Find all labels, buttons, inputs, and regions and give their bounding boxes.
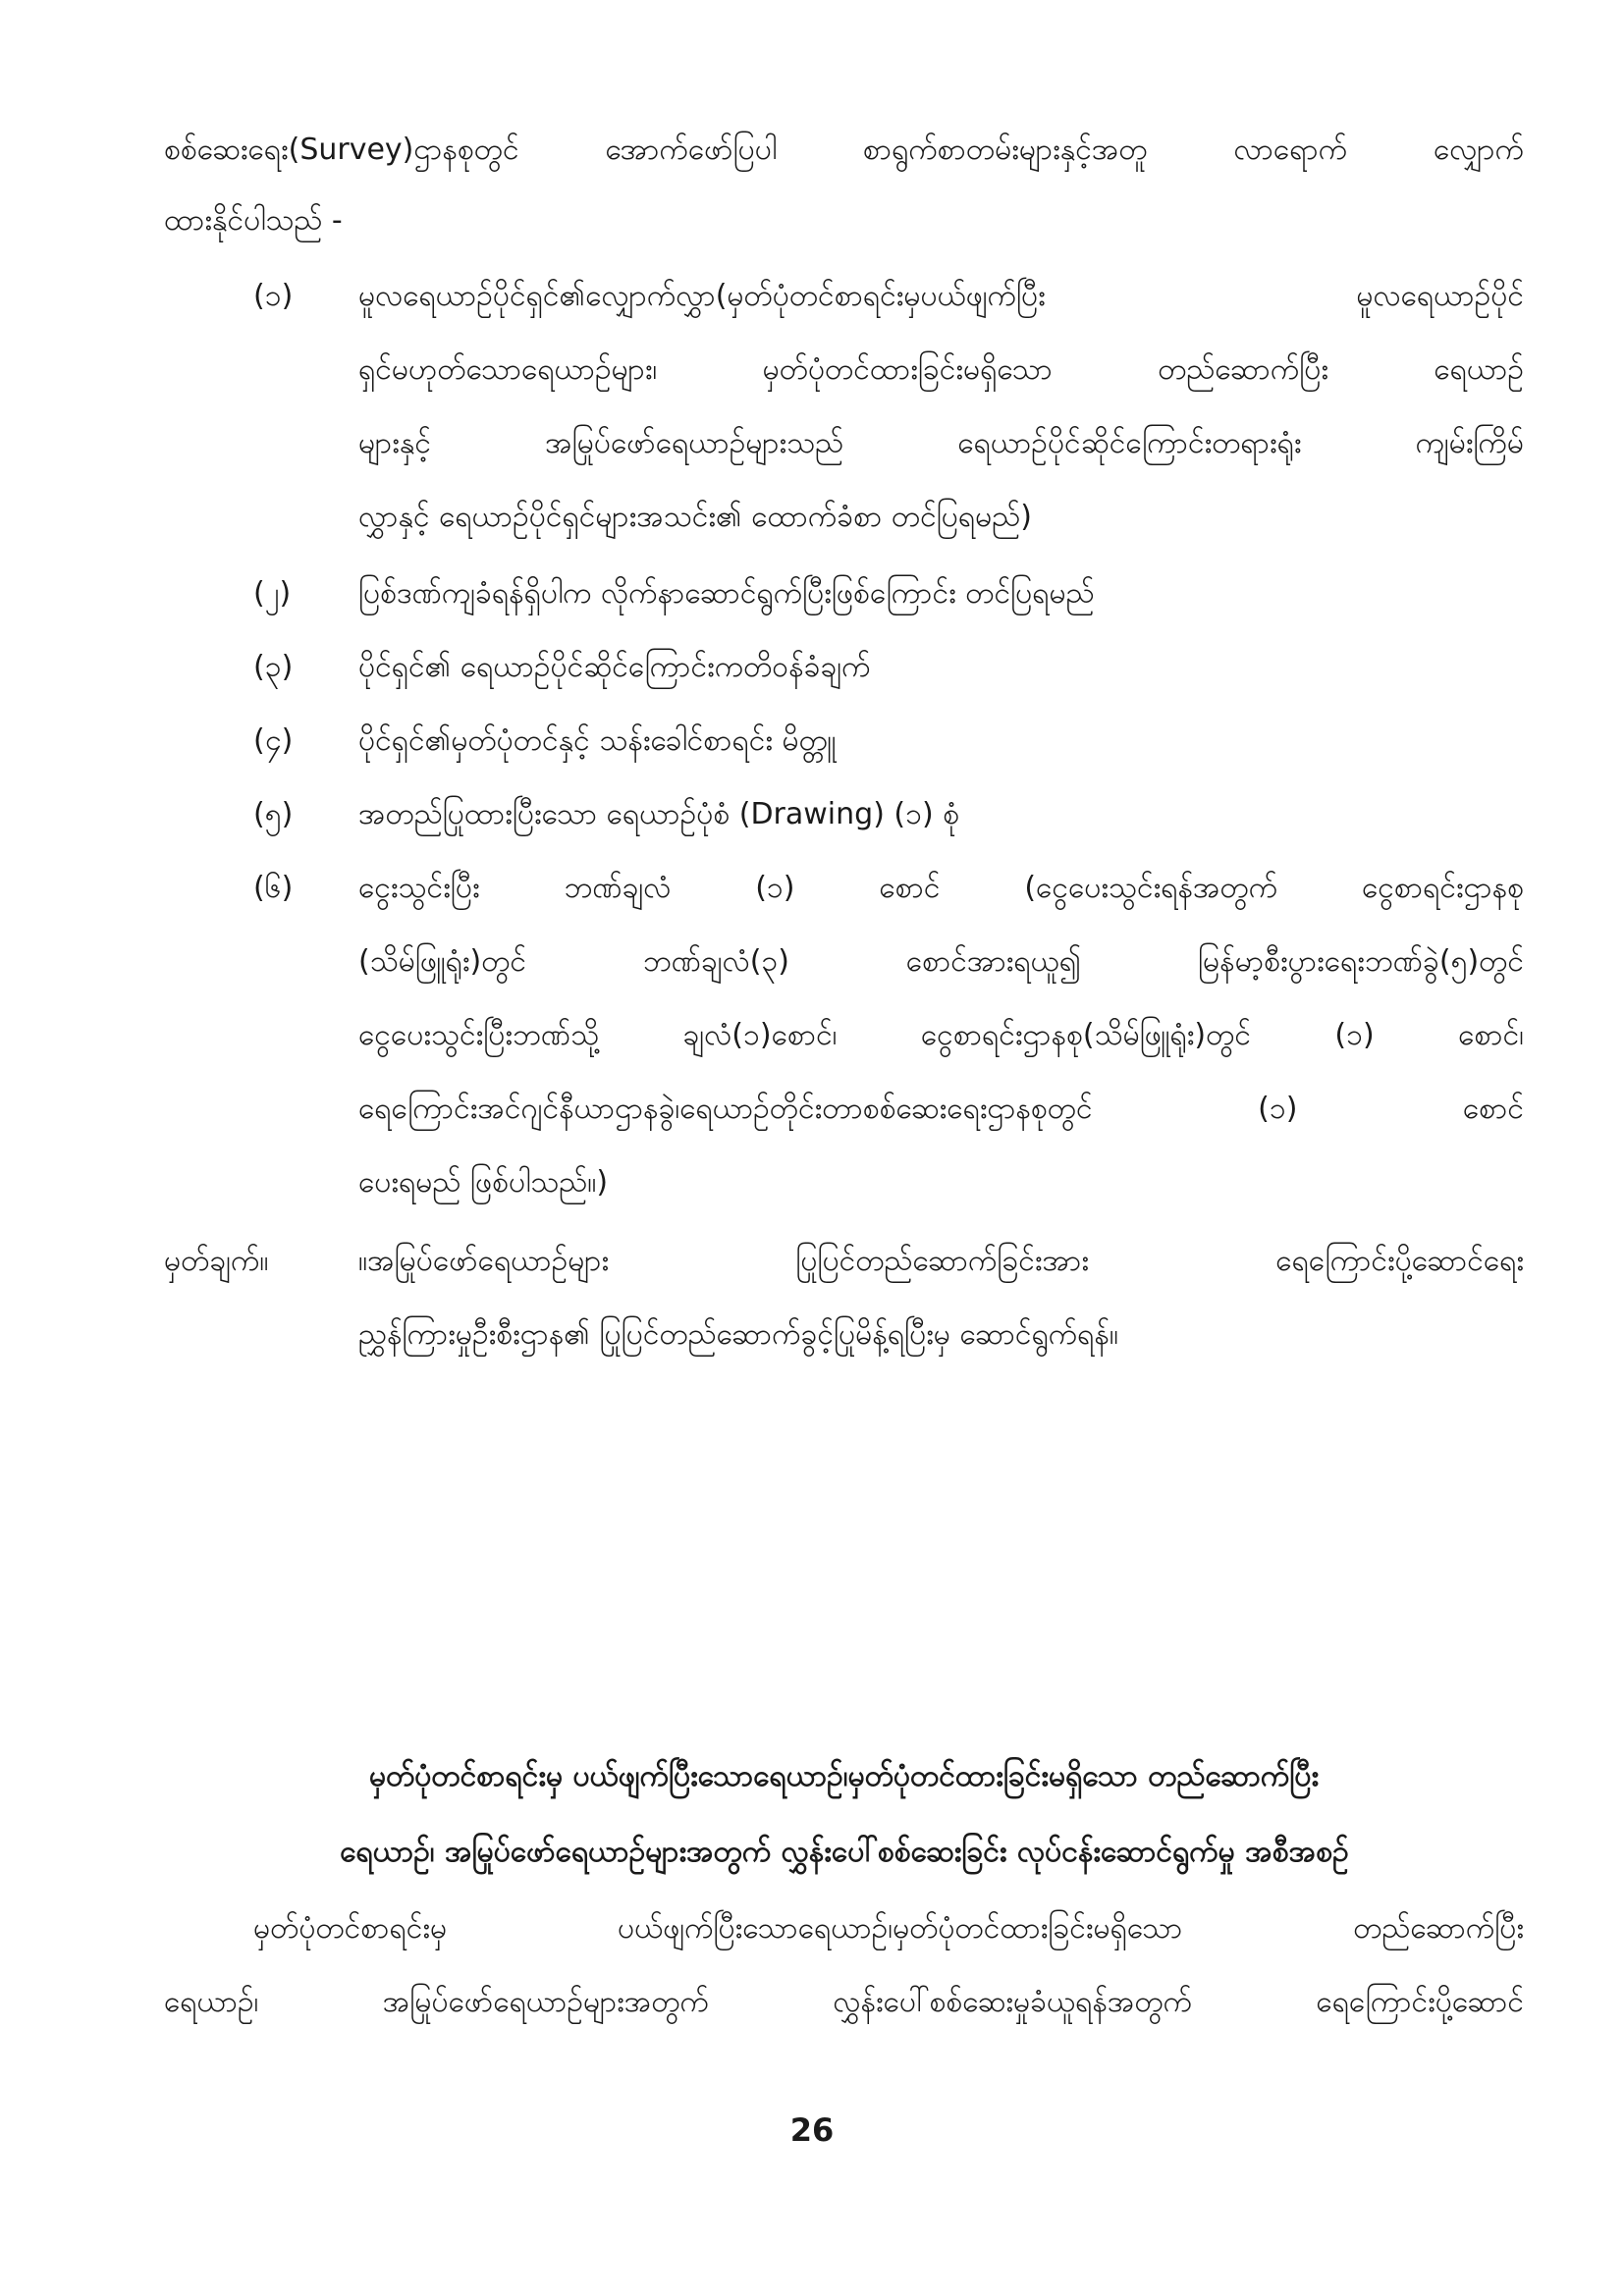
item-number-6: (၆) <box>253 871 294 905</box>
item-number-4: (၄) <box>253 723 294 758</box>
section-heading-line-1: မှတ်ပုံတင်စာရင်းမှ ပယ်ဖျက်ပြီးသောရေယာဉ်၊မှတ်ပုံတင်ထားခြင်းမရှိသော တည်ဆောက်ပြီး <box>368 1759 1320 1793</box>
item-1-line-1: မူလရေယာဉ်ပိုင်ရှင်၏လျှောက်လွှာ(မှတ်ပုံတင်စာရင်းမှပယ်ဖျက်ပြီး မူလရေယာဉ်ပိုင် <box>358 279 1524 313</box>
item-1-line-3: များနှင့် အမြုပ်ဖော်ရေယာဉ်များသည် ရေယာဉ်ပိုင်ဆိုင်ကြောင်းတရားရုံး ကျမ်းကြိမ် <box>358 426 1524 460</box>
note-label: မှတ်ချက်။ <box>164 1244 269 1278</box>
intro-line-2: ထားနိုင်ပါသည် - <box>164 203 343 238</box>
item-6-line-1: ငွေးသွင်းပြီး ဘဏ်ချလံ (၁) စောင် (ငွေပေးသွင်းရန်အတွက် ငွေစာရင်းဌာနစု <box>358 871 1524 905</box>
item-number-2: (၂) <box>253 576 292 611</box>
item-6-line-4: ရေကြောင်းအင်ဂျင်နီယာဌာနခွဲ၊ရေယာဉ်တိုင်းတာစစ်ဆေးရေးဌာနစုတွင် (၁) စောင် <box>358 1092 1524 1126</box>
item-number-3: (၃) <box>253 650 294 684</box>
item-number-1: (၁) <box>253 279 294 313</box>
item-6-line-2: (သိမ်ဖြူရုံး)တွင် ဘဏ်ချလံ(၃) စောင်အားရယူ၍ မြန်မာ့စီးပွားရေးဘဏ်ခွဲ(၅)တွင် <box>358 944 1524 979</box>
section-heading-line-2: ရေယာဉ်၊ အမြုပ်ဖော်ရေယာဉ်များအတွက် လွှန်းပေါ်စစ်ဆေးခြင်း လုပ်ငန်းဆောင်ရွက်မှု အစီအစဉ် <box>340 1835 1349 1869</box>
item-5-line-1: အတည်ပြုထားပြီးသော ရေယာဉ်ပုံစံ (Drawing) (၁) စုံ <box>358 797 960 831</box>
item-4-line-1: ပိုင်ရှင်၏မှတ်ပုံတင်နှင့် သန်းခေါင်စာရင်း မိတ္တူ <box>358 723 837 758</box>
item-1-line-4: လွှာနှင့် ရေယာဉ်ပိုင်ရှင်များအသင်း၏ ထောက်ခံစာ တင်ပြရမည်) <box>358 500 1032 534</box>
note-line-2: ညွှန်ကြားမှုဦးစီးဌာန၏ ပြုပြင်တည်ဆောက်ခွင့်ပြုမိန့်ရပြီးမှ ဆောင်ရွက်ရန်။ <box>358 1317 1118 1352</box>
item-number-5: (၅) <box>253 797 294 831</box>
body-line-2: ရေယာဉ်၊ အမြုပ်ဖော်ရေယာဉ်များအတွက် လွှန်းပေါ်စစ်ဆေးမှုခံယူရန်အတွက် ရေကြောင်းပို့ဆောင် <box>164 1985 1524 2019</box>
body-line-1: မှတ်ပုံတင်စာရင်းမှ ပယ်ဖျက်ပြီးသောရေယာဉ်၊မှတ်ပုံတင်ထားခြင်းမရှိသော တည်ဆောက်ပြီး <box>253 1911 1524 1946</box>
intro-line-1: စစ်ဆေးရေး(Survey)ဌာနစုတွင် အောက်ဖော်ပြပါ စာရွက်စာတမ်းများနှင့်အတူ လာရောက် လျှောက် <box>164 133 1524 167</box>
item-6-line-5: ပေးရမည် ဖြစ်ပါသည်။) <box>358 1165 609 1200</box>
item-6-line-3: ငွေပေးသွင်းပြီးဘဏ်သို့ ချလံ(၁)စောင်၊ ငွေစာရင်းဌာနစု(သိမ်ဖြူရုံး)တွင် (၁) စောင်၊ <box>358 1018 1524 1052</box>
note-line-1: ။အမြုပ်ဖော်ရေယာဉ်များ ပြုပြင်တည်ဆောက်ခြင်းအား ရေကြောင်းပို့ဆောင်ရေး <box>358 1244 1524 1278</box>
item-1-line-2: ရှင်မဟုတ်သောရေယာဉ်များ၊ မှတ်ပုံတင်ထားခြင်းမရှိသော တည်ဆောက်ပြီး ရေယာဉ် <box>358 352 1524 387</box>
item-2-line-1: ပြစ်ဒဏ်ကျခံရန်ရှိပါက လိုက်နာဆောင်ရွက်ပြီးဖြစ်ကြောင်း တင်ပြရမည် <box>358 576 1095 611</box>
item-3-line-1: ပိုင်ရှင်၏ ရေယာဉ်ပိုင်ဆိုင်ကြောင်းကတိဝန်ခံချက် <box>358 650 871 684</box>
page-number: 26 <box>789 2111 835 2149</box>
